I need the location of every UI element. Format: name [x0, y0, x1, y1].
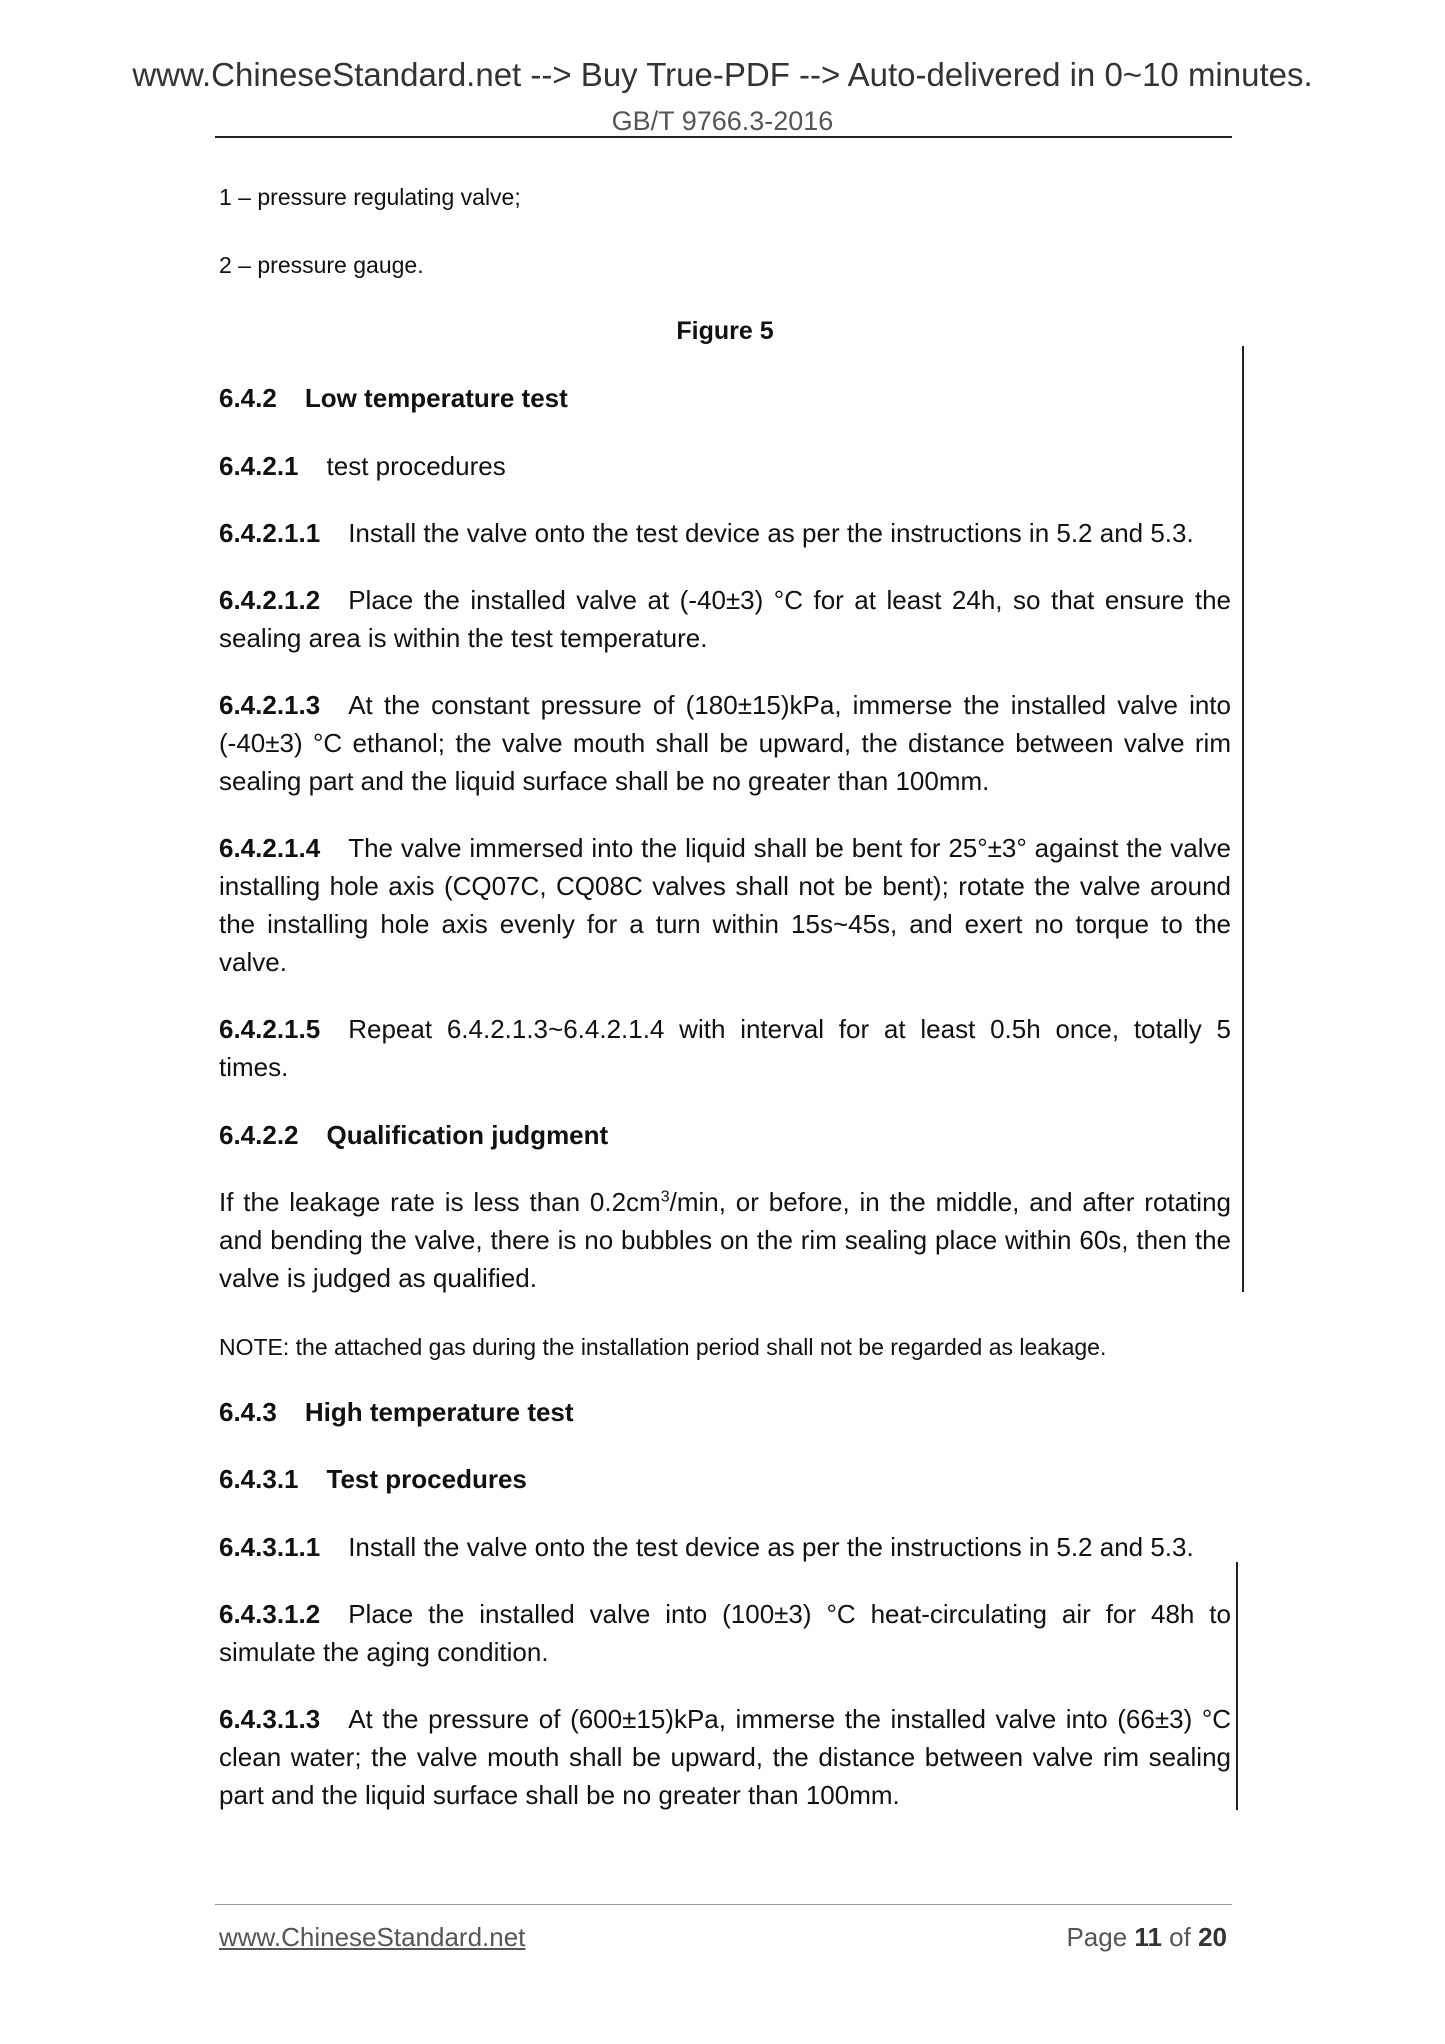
of-label: of: [1169, 1922, 1191, 1952]
clause-text: Place the installed valve into (100±3) °C heat-circulating air for 48h to simulate the aging condition.: [219, 1599, 1231, 1667]
clause-number: 6.4.2.1.5: [219, 1014, 321, 1044]
header-divider: [215, 136, 1232, 138]
judgment-text: /min, or before, in the middle, and after rotating and bending the valve, there is no bubbles on the rim sealing place within 60s, then the valve is judged as qualified.: [219, 1187, 1232, 1293]
subsection-heading: [219, 1116, 1231, 1154]
clause-paragraph: [219, 514, 1231, 552]
section-number: 6.4.3: [219, 1397, 277, 1427]
clause-text: Place the installed valve at (-40±3) °C for at least 24h, so that ensure the sealing area is within the test temperature.: [219, 585, 1231, 653]
subsection-heading: [219, 447, 1231, 485]
note: NOTE: the attached gas during the installation period shall not be regarded as leakage.: [219, 1334, 1107, 1360]
footer-site-link[interactable]: www.ChineseStandard.net: [219, 1922, 526, 1952]
clause-number: 6.4.3.1.1: [219, 1532, 321, 1562]
clause-paragraph: [219, 1528, 1231, 1566]
clause-paragraph: [219, 1595, 1231, 1671]
subsection-heading: [219, 1460, 1231, 1498]
clause-text: At the pressure of (600±15)kPa, immerse the installed valve into (66±3) °C clean water; the valve mouth shall be upward, the distance between valve rim sealing part and the liquid surface shall be no greater than 100mm.: [219, 1704, 1231, 1810]
page-indicator: [1066, 1922, 1227, 1953]
clause-paragraph: [219, 829, 1231, 981]
section-number: 6.4.2: [219, 383, 277, 413]
section-title: test procedures: [326, 451, 506, 481]
clause-paragraph: [219, 1700, 1231, 1814]
figure-caption: Figure 5: [676, 317, 774, 345]
section-title: Qualification judgment: [326, 1120, 609, 1150]
section-number: 6.4.3.1: [219, 1464, 299, 1494]
legend-item: 2 – pressure gauge.: [219, 252, 424, 278]
change-bar: [1242, 346, 1244, 1292]
clause-text: Repeat 6.4.2.1.3~6.4.2.1.4 with interval for at least 0.5h once, totally 5 times.: [219, 1014, 1231, 1082]
current-page: 11: [1134, 1922, 1162, 1952]
clause-text: Install the valve onto the test device as per the instructions in 5.2 and 5.3.: [348, 518, 1194, 548]
standard-number: GB/T 9766.3-2016: [611, 106, 834, 136]
clause-text: The valve immersed into the liquid shall be bent for 25°±3° against the valve installing hole axis (CQ07C, CQ08C valves shall not be bent); rotate the valve around the installing hole axis evenly for a turn within 15s~45s, and exert no torque to the valve.: [219, 833, 1231, 977]
section-title: Low temperature test: [304, 383, 568, 413]
clause-text: At the constant pressure of (180±15)kPa, immerse the installed valve into (-40±3) °C ethanol; the valve mouth shall be upward, the distance between valve rim sealing part and the liquid surface shall be no greater than 100mm.: [219, 690, 1231, 796]
clause-number: 6.4.3.1.2: [219, 1599, 321, 1629]
superscript: 3: [660, 1188, 670, 1206]
section-heading: [219, 1393, 1231, 1431]
section-number: 6.4.2.1: [219, 451, 299, 481]
clause-number: 6.4.2.1.2: [219, 585, 321, 615]
header-banner: www.ChineseStandard.net --> Buy True-PDF --> Auto-delivered in 0~10 minutes.: [132, 56, 1313, 93]
clause-number: 6.4.2.1.1: [219, 518, 321, 548]
footer-divider: [215, 1904, 1232, 1905]
section-title: Test procedures: [326, 1464, 527, 1494]
judgment-text: If the leakage rate is less than 0.2cm: [219, 1187, 661, 1217]
clause-paragraph: [219, 1010, 1231, 1086]
total-pages: 20: [1198, 1922, 1227, 1952]
section-number: 6.4.2.2: [219, 1120, 299, 1150]
section-title: High temperature test: [304, 1397, 574, 1427]
clause-number: 6.4.2.1.3: [219, 690, 321, 720]
page-label: Page: [1066, 1922, 1128, 1952]
legend-item: 1 – pressure regulating valve;: [219, 184, 521, 210]
section-heading: [219, 379, 1231, 417]
clause-number: 6.4.3.1.3: [219, 1704, 321, 1734]
change-bar: [1236, 1562, 1238, 1810]
clause-text: Install the valve onto the test device as per the instructions in 5.2 and 5.3.: [348, 1532, 1194, 1562]
clause-number: 6.4.2.1.4: [219, 833, 321, 863]
clause-paragraph: [219, 581, 1231, 657]
clause-paragraph: [219, 686, 1231, 800]
judgment-paragraph: [219, 1183, 1231, 1297]
